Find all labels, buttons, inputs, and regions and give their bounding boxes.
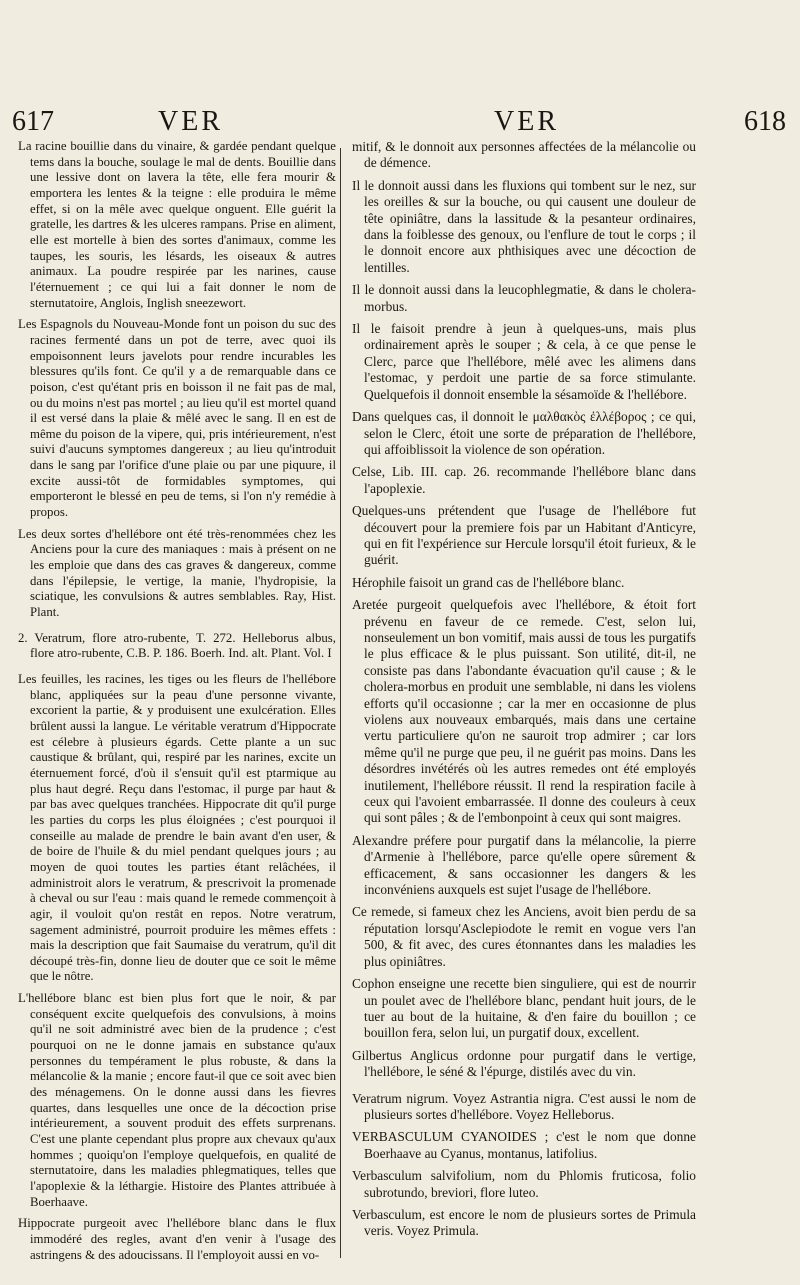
right-paragraph-a-jeun: Il le faisoit prendre à jeun à quelques-uns, mais plus ordinairement après le souper ; & cela, à ce que pense le Clerc, parce que l'hellébore, mêlé avec les alimens dans l'estomac, y perdoit une partie de sa force stimulante. Quelquefois il donnoit ensemble la sésamoïde & l'hellébore.	[352, 321, 696, 402]
right-running-head: VER	[494, 106, 559, 137]
left-page-number: 617	[12, 106, 54, 137]
left-paragraph-deux-sortes: Les deux sortes d'hellébore ont été très-renommées chez les Anciens pour la cure des maniaques : mais à présent on ne les emploie que dans des cas graves & dangereux, comme dans l'épilepsie, le vertige, la manie, l'hydropisie, la sciatique, les convulsions & autres semblables. Ray, Hist. Plant.	[18, 526, 336, 620]
right-paragraph-anticyre: Quelques-uns prétendent que l'usage de l'hellébore fut découvert pour la premiere fois par un Habitant d'Anticyre, qui en fit l'expérience sur Hercule lorsqu'il étoit furieux, & le guérit.	[352, 503, 696, 568]
right-paragraph-leucophlegmatie: Il le donnoit aussi dans la leucophlegmatie, & dans le cholera-morbus.	[352, 282, 696, 314]
left-paragraph-racine: La racine bouillie dans du vinaire, & gardée pendant quelque tems dans la bouche, soulage le mal de dents. Bouillie dans une lessive dont on lavera la tête, elle fera mourir & emportera les lentes & la teigne : elle produira le même effet, si on la mêle avec quelque onguent. Elle guérit la gratelle, les dartres & les ulceres rampans. Prise en aliment, elle est mortelle à bien des sortes d'animaux, comme les taupes, les souris, les lésards, les oiseaux & autres animaux. La poudre respirée par les narines, cause l'éternuement ; ce qui lui a fait donner le nom de sternutatoire, Anglois, Inglish sneezewort.	[18, 139, 336, 310]
right-paragraph-aretee: Aretée purgeoit quelquefois avec l'hellébore, & étoit fort prévenu en faveur de ce remede. C'est, selon lui, nonseulement un bon vomitif, mais aussi de tous les purgatifs le plus efficace & le plus puissant. Son utilité, dit-il, ne consiste pas dans l'abondante évacuation qu'il cause ; & le cholera-morbus en produit une semblable, ni dans les violens efforts qu'il occasionne ; car la mer en occasionne de plus violens aux nouveaux embarqués, mais dans une certaine vertu particuliere qu'on ne sauroit trop admirer ; car lors même qu'il ne purge que peu, il ne guérit pas moins. Dans les désordres invétérés où les autres remedes ont été employés inutilement, l'hellébore réussit. Il rend la respiration facile à ceux qui l'avoient embarrassée. Il donne des couleurs à ceux qui sont pâles ; & de l'embonpoint à ceux qui sont maigres.	[352, 597, 696, 826]
right-paragraph-herophile: Hérophile faisoit un grand cas de l'hellébore blanc.	[352, 574, 625, 590]
right-paragraph-celse: Celse, Lib. III. cap. 26. recommande l'hellébore blanc dans l'apoplexie.	[352, 464, 696, 496]
right-page-number: 618	[744, 106, 786, 137]
right-paragraph-alexandre: Alexandre préfere pour purgatif dans la mélancolie, la pierre d'Armenie à l'hellébore, parce qu'elle opere sûrement & efficacement, & sans occasionner les dangers & les inconvéniens auxquels est sujet l'usage de l'hellébore.	[352, 832, 696, 898]
right-entry-verbasculum-cyanoides: VERBASCULUM CYANOIDES ; c'est le nom que donne Boerhaave au Cyanus, montanus, latifolius.	[352, 1129, 696, 1161]
left-paragraph-hellebore-blanc: L'hellébore blanc est bien plus fort que le noir, & par conséquent excite quelquefois des convulsions, à moins qu'il ne soit administré avec bien de la prudence ; c'est pourquoi on ne le donne jamais en substance qu'aux personnes du tempérament le plus robuste, & dans la mélancolie & la manie ; encore faut-il que ce soit avec bien des ménagemens. On le donne aussi dans les fievres quartes, dans lesquelles une once de la décoction prise intérieurement, a souvent produit des effets surprenans. C'est une plante cependant plus propre aux chevaux qu'aux hommes ; quoiqu'on l'employe quelquefois, en qualité de sternutatoire, dans les maladies phlegmatiques, telles que l'apoplexie & la léthargie. Histoire des Plantes attribuée à Boerhaave.	[18, 991, 336, 1209]
right-paragraph-vomitif: mitif, & le donnoit aux personnes affectées de la mélancolie ou de démence.	[352, 139, 696, 171]
right-paragraph-malthakos: Dans quelques cas, il donnoit le μαλθακὸς ἐλλέβορος ; ce qui, selon le Clerc, étoit une sorte de préparation de l'hellébore, qui affoiblissoit la violence de son opération.	[352, 409, 696, 457]
right-column	[352, 139, 696, 1246]
column-divider	[340, 148, 341, 1258]
right-paragraph-gilbertus: Gilbertus Anglicus ordonne pour purgatif dans le vertige, l'hellébore, le séné & l'épurge, distilés avec du vin.	[352, 1047, 696, 1080]
left-paragraph-espagnols: Les Espagnols du Nouveau-Monde font un poison du suc des racines fermenté dans un pot de terre, avec quoi ils empoisonnent leurs javelots pour rendre incurables les blessures qu'ils font. Ce qu'il y a de remarquable dans ce poison, c'est qu'étant pris en boisson il ne fait pas de mal, ou du moins n'est pas mortel ; au lieu qu'il est mortel quand il est versé dans la plaie & mêlé avec le sang. Il en est de même du poison de la vipere, qui, pris intérieurement, n'est suivi d'aucuns symptomes dangereux ; au lieu qu'introduit dans le sang par l'orifice d'une plaie ou par une piquure, il excite aussi-tôt de formidables symptomes, qui emporteront le blessé en peu de tems, si l'on n'y remédie à propos.	[18, 317, 336, 520]
right-paragraph-fluxions: Il le donnoit aussi dans les fluxions qui tombent sur le nez, sur les oreilles & sur la bouche, ou qui causent une douleur de tête opiniâtre, dans la lassitude & la pesanteur ordinaires, dans la foiblesse des genoux, ou l'enflure de tout le corps ; il le donnoit encore aux phthisiques avec une décoction de lentilles.	[352, 177, 696, 275]
right-paragraph-cophon: Cophon enseigne une recette bien singuliere, qui est de nourrir un poulet avec de l'hellébore blanc, pendant huit jours, de le tuer au bout de la huitaine, & d'en faire du bouillon ; ce bouillon fera, selon lui, un purgatif doux, excellent.	[352, 976, 696, 1041]
page-header	[12, 106, 786, 140]
right-paragraph-asclepiodote: Ce remede, si fameux chez les Anciens, avoit bien perdu de sa réputation lorsqu'Asclepiodote le remit en vogue vers l'an 500, & fit avec, des cures étonnantes dans les maladies les plus opiniâtres.	[352, 904, 696, 969]
left-paragraph-hippocrate: Hippocrate purgeoit avec l'hellébore blanc dans le flux immodéré des regles, avant d'en venir à l'usage des astringens & des adoucissans. Il l'employoit aussi en vo-	[18, 1216, 336, 1262]
left-running-head: VER	[158, 106, 223, 137]
right-entry-verbasculum: Verbasculum, est encore le nom de plusieurs sortes de Primula veris. Voyez Primula.	[352, 1206, 696, 1239]
left-column	[18, 139, 336, 1269]
left-paragraph-veratrum-entry: 2. Veratrum, flore atro-rubente, T. 272. Helleborus albus, flore atro-rubente, C.B. P. 186. Boerh. Ind. alt. Plant. Vol. I	[18, 630, 336, 661]
left-paragraph-feuilles: Les feuilles, les racines, les tiges ou les fleurs de l'hellébore blanc, appliquées sur la peau d'une personne vivante, excorient la partie, & y produisent une exulcération. Elles brûlent aussi la langue. Le véritable veratrum d'Hippocrate est célebre à plusieurs égards. Cette plante a un suc caustique & brûlant, qui, respiré par les narines, excite un éternuement forcé, d'où il s'ensuit qu'il est ptarmique au plus haut degré. Reçu dans l'estomac, il purge par haut & par bas avec quelques tranchées. Hippocrate dit qu'il purge les parties du corps les plus éloignées ; c'est pourquoi il conseille au malade de prendre le bain avant d'en user, & de boire de l'huile & du miel pendant quelques jours ; au moyen de quoi toutes les parties étant relâchées, il administroit alors le veratrum, & prescrivoit la promenade à cheval ou sur l'eau : mais quand le remede commençoit à agir, il vouloit qu'on restât en repos. Notre veratrum, sagement administré, pourroit produire les mêmes effets : mais la description que fait Saumaise du veratrum, qu'il dit découpé très-fin, donne lieu de douter que ce soit le même que le nôtre.	[18, 672, 336, 984]
right-entry-veratrum-nigrum: Veratrum nigrum. Voyez Astrantia nigra. C'est aussi le nom de plusieurs sortes d'hellébore. Voyez Helleborus.	[352, 1090, 696, 1122]
right-entry-verbasculum-salvifolium: Verbasculum salvifolium, nom du Phlomis fruticosa, folio subrotundo, breviori, flore luteo.	[352, 1168, 696, 1200]
